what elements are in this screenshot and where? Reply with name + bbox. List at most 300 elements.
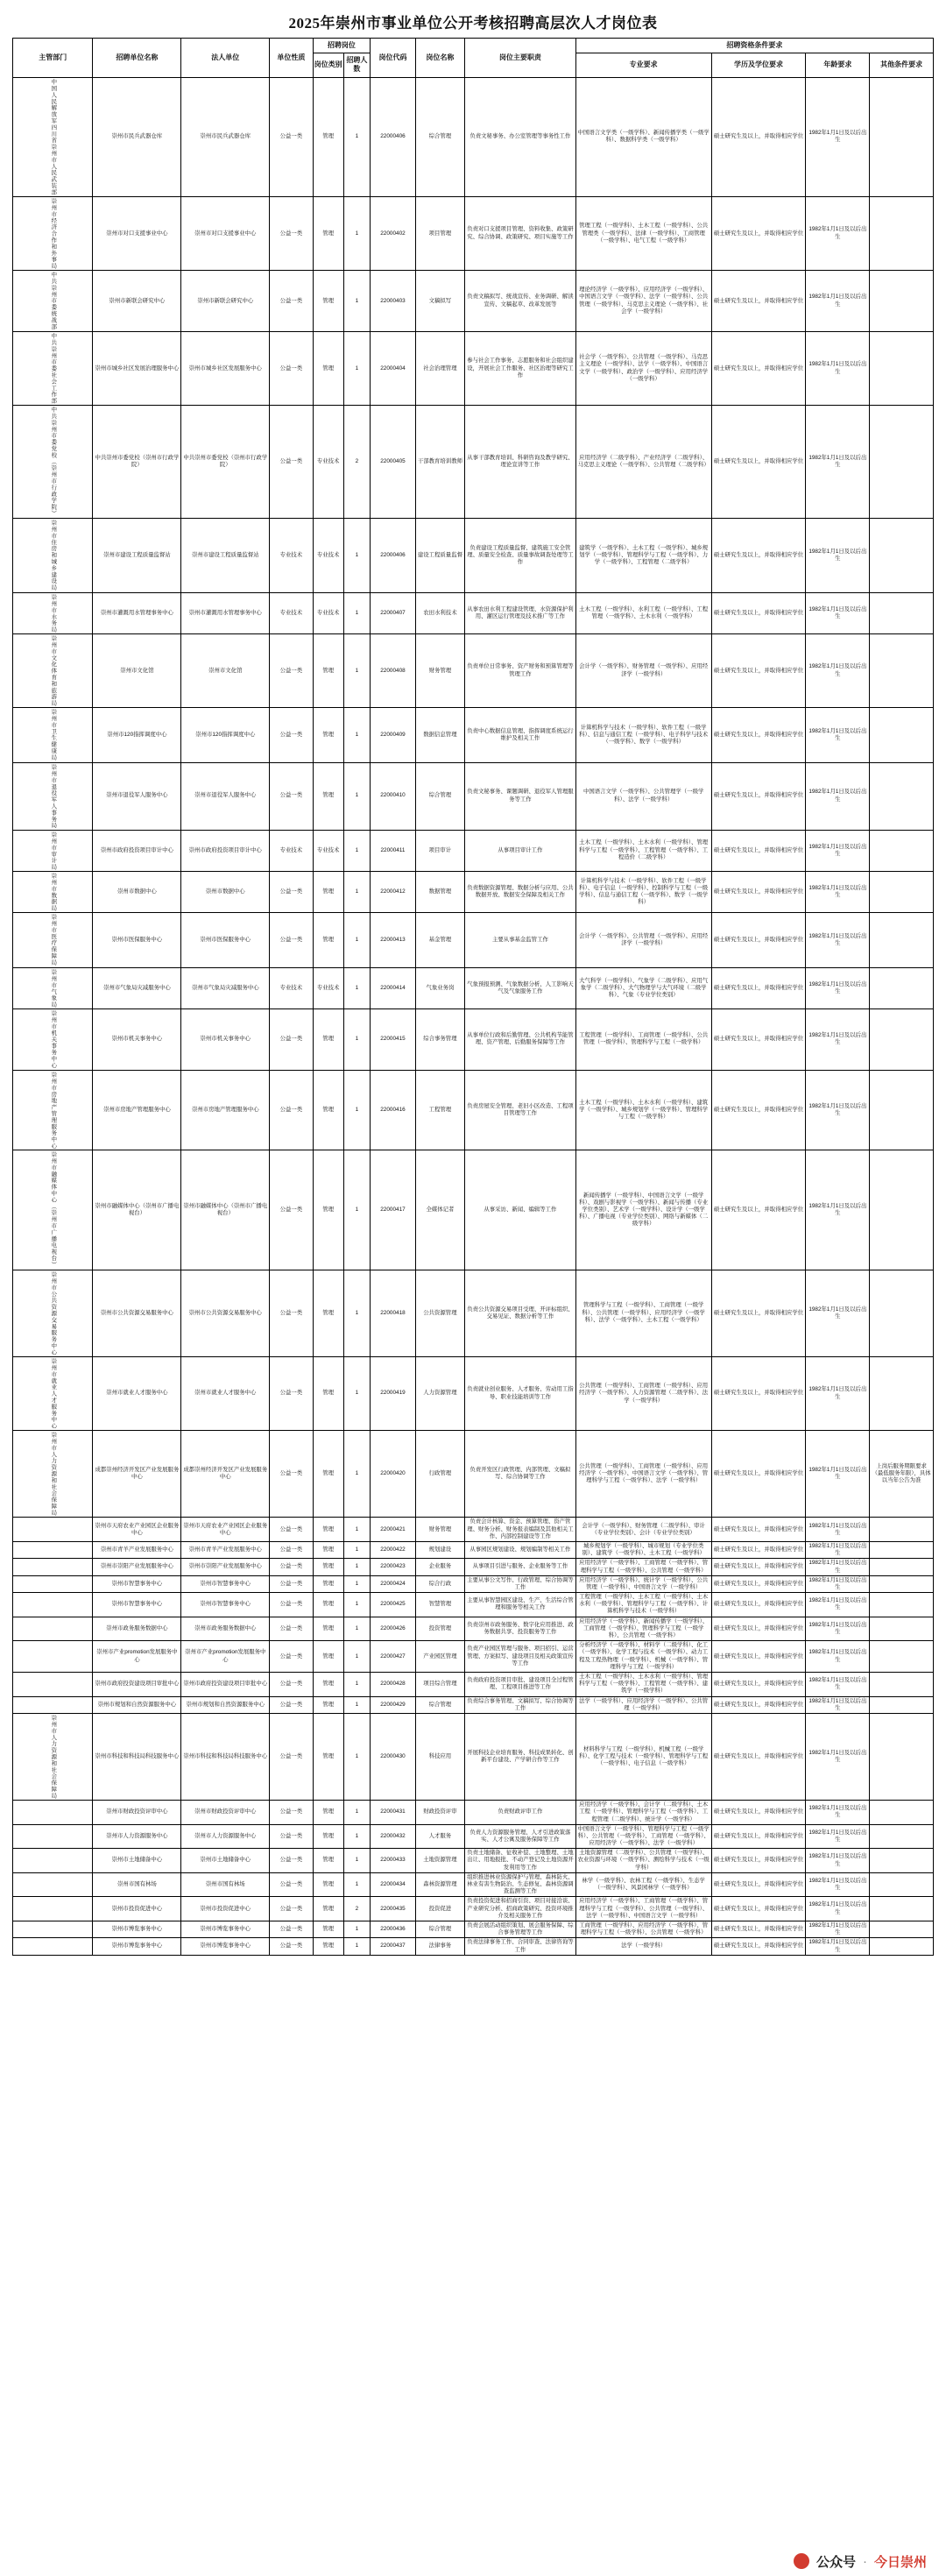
col-number: 招聘人数 [343,53,370,77]
cell-legal: 崇州市新联会研究中心 [181,271,270,332]
cell-nature: 专业技术 [270,519,313,592]
table-row [13,1008,934,1070]
cell-unit: 崇州市就业人才服务中心 [93,1356,181,1430]
cell-other [870,271,934,332]
cell-edu: 硕士研究生及以上，并取得相应学位 [711,196,806,270]
cell-dept [13,1559,93,1575]
cell-post-name: 文稿拟写 [415,271,464,332]
cell-unit: 崇州市政务服务数据中心 [93,1617,181,1641]
cell-category: 管理 [313,1356,343,1430]
cell-code: 22000419 [371,1356,416,1430]
cell-duty: 负责公共资源交易项目受理、开评标组织、交易见证、数据分析等工作 [465,1270,576,1356]
cell-code: 22000431 [371,1801,416,1825]
cell-number: 1 [343,633,370,707]
cell-category: 管理 [313,196,343,270]
cell-dept [13,1921,93,1937]
cell-age: 1982年1月1日及以后出生 [806,271,870,332]
cell-edu: 硕士研究生及以上，并取得相应学位 [711,1801,806,1825]
cell-major: 理论经济学（一级学科）、应用经济学（一级学科）、中国语言文学（一级学科）、法学（一级学科）、公共管理（一级学科）、马克思主义理论（一级学科）、社会学（一级学科） [575,271,711,332]
cell-age: 1982年1月1日及以后出生 [806,1070,870,1150]
cell-nature: 公益一类 [270,1008,313,1070]
cell-age: 1982年1月1日及以后出生 [806,1617,870,1641]
cell-other [870,1849,934,1873]
cell-other [870,830,934,871]
cell-edu: 硕士研究生及以上，并取得相应学位 [711,762,806,830]
cell-nature: 公益一类 [270,331,313,405]
cell-dept [13,1801,93,1825]
cell-edu: 硕士研究生及以上，并取得相应学位 [711,1575,806,1592]
cell-legal: 崇州市产业promotion发展服务中心 [181,1641,270,1673]
cell-age: 1982年1月1日及以后出生 [806,967,870,1008]
cell-post-name: 项目审计 [415,830,464,871]
cell-legal: 崇州市公共资源交易服务中心 [181,1270,270,1356]
cell-category: 管理 [313,1696,343,1713]
col-dept: 主管部门 [13,39,93,78]
table-row [13,1849,934,1873]
cell-number: 1 [343,1641,370,1673]
cell-duty: 负责文稿拟写、统战宣传、业务调研、解读宣传、文稿起草、改革发展等 [465,271,576,332]
cell-duty: 从事农田水利工程建设管理、水资源保护利用、灌区运行管理及技术推广等工作 [465,592,576,633]
cell-legal: 崇州市土地储备中心 [181,1849,270,1873]
cell-category: 管理 [313,1921,343,1937]
cell-other [870,1824,934,1849]
cell-edu: 硕士研究生及以上，并取得相应学位 [711,1713,806,1800]
cell-edu: 硕士研究生及以上，并取得相应学位 [711,1270,806,1356]
cell-major: 计算机科学与技术（一级学科）、软件工程（一级学科）、电子信息（一级学科）、控制科学与工程（一级学科）、信息与通信工程（一级学科）、数学（一级学科） [575,871,711,912]
table-row [13,1938,934,1955]
cell-dept: 崇州市卫生健康局 [13,708,93,762]
cell-duty: 负责投资促进和招商引资、项目对接洽谈、产业研究分析、招商政策研究、投资环境推介及相关服务工作 [465,1897,576,1921]
table-row [13,967,934,1008]
cell-age: 1982年1月1日及以后出生 [806,1938,870,1955]
table-row [13,871,934,912]
cell-code: 22000435 [371,1897,416,1921]
col-category: 岗位类别 [313,53,343,77]
cell-legal: 崇州市天府农业产业园区企业服务中心 [181,1518,270,1542]
cell-post-name: 财务管理 [415,1518,464,1542]
cell-dept: 崇州市气象局 [13,967,93,1008]
col-age: 年龄要求 [806,53,870,77]
cell-unit: 崇州市政府投资项目审计中心 [93,830,181,871]
cell-unit: 崇州市机关事务中心 [93,1008,181,1070]
cell-code: 22000417 [371,1150,416,1270]
cell-nature: 公益一类 [270,762,313,830]
cell-major: 计算机科学与技术（一级学科）、软件工程（一级学科）、信息与通信工程（一级学科）、电子科学与技术（一级学科）、数学（一级学科） [575,708,711,762]
cell-category: 管理 [313,1617,343,1641]
cell-category: 专业技术 [313,406,343,519]
col-edu: 学历及学位要求 [711,53,806,77]
cell-edu: 硕士研究生及以上，并取得相应学位 [711,331,806,405]
cell-unit: 崇州市规划和自然资源服务中心 [93,1696,181,1713]
cell-category: 管理 [313,1801,343,1825]
cell-legal: 崇州市政务服务数据中心 [181,1617,270,1641]
cell-other [870,708,934,762]
cell-legal: 崇州市智慧事务中心 [181,1575,270,1592]
table-body [13,77,934,1955]
cell-post-name: 智慧管理 [415,1593,464,1617]
cell-code: 22000427 [371,1641,416,1673]
cell-dept: 崇州市人力资源和社会保障局 [13,1431,93,1518]
cell-edu: 硕士研究生及以上，并取得相应学位 [711,633,806,707]
cell-dept [13,1849,93,1873]
cell-edu: 硕士研究生及以上，并取得相应学位 [711,1008,806,1070]
cell-unit: 崇州市政府投资建设项目审批中心 [93,1672,181,1696]
cell-unit: 崇州市产业promotion发展服务中心 [93,1641,181,1673]
cell-unit: 崇州市博览事务中心 [93,1921,181,1937]
cell-unit: 崇州市公共资源交易服务中心 [93,1270,181,1356]
cell-duty: 负责财政评审工作 [465,1801,576,1825]
cell-category: 管理 [313,1713,343,1800]
cell-number: 1 [343,1150,370,1270]
cell-other [870,1270,934,1356]
cell-post-name: 建设工程质量监督 [415,519,464,592]
cell-other [870,1575,934,1592]
cell-other [870,1008,934,1070]
cell-nature: 公益一类 [270,1921,313,1937]
cell-legal: 崇州市灌溉用水管理事务中心 [181,592,270,633]
cell-nature: 公益一类 [270,271,313,332]
cell-number: 1 [343,519,370,592]
table-row [13,1575,934,1592]
cell-number: 1 [343,708,370,762]
cell-nature: 公益一类 [270,1641,313,1673]
footer-watermark [0,2546,946,2576]
cell-post-name: 森林资源管理 [415,1872,464,1897]
cell-other [870,592,934,633]
cell-age: 1982年1月1日及以后出生 [806,1270,870,1356]
cell-nature: 公益一类 [270,871,313,912]
cell-duty: 从事采访、新闻、编辑等工作 [465,1150,576,1270]
cell-age: 1982年1月1日及以后出生 [806,1593,870,1617]
cell-number: 1 [343,1617,370,1641]
cell-age: 1982年1月1日及以后出生 [806,1431,870,1518]
cell-major: 新闻传播学（一级学科）、中国语言文学（一级学科）、戏剧与影视学（一级学科）、新闻与传播（专业学位类别）、艺术学（一级学科）、设计学（一级学科）、广播电视（专业学位类别）、网络与新媒体（二级学科） [575,1150,711,1270]
cell-unit: 崇州市民兵武器仓库 [93,77,181,196]
table-row [13,708,934,762]
cell-edu: 硕士研究生及以上，并取得相应学位 [711,1356,806,1430]
cell-nature: 公益一类 [270,1559,313,1575]
cell-nature: 公益一类 [270,1593,313,1617]
cell-edu: 硕士研究生及以上，并取得相应学位 [711,1672,806,1696]
cell-post-name: 干部教育培训教师 [415,406,464,519]
cell-number: 1 [343,1518,370,1542]
cell-category: 管理 [313,1270,343,1356]
cell-nature: 公益一类 [270,1518,313,1542]
cell-unit: 崇州市建设工程质量监督站 [93,519,181,592]
cell-code: 22000436 [371,1921,416,1937]
cell-dept: 崇州市经济合作和外事局 [13,196,93,270]
cell-dept: 中共崇州市委党校（崇州市行政学院） [13,406,93,519]
col-group-post: 招聘岗位 [313,39,371,53]
table-row [13,77,934,196]
cell-edu: 硕士研究生及以上，并取得相应学位 [711,1431,806,1518]
cell-duty: 负责会展活动组织策划、展会服务保障、综合事务管理等工作 [465,1921,576,1937]
cell-dept: 中共崇州市委社会工作部 [13,331,93,405]
cell-major: 工商管理（一级学科）、应用经济学（一级学科）、管理科学与工程（一级学科）、公共管理（一级学科） [575,1921,711,1937]
cell-nature: 公益一类 [270,1617,313,1641]
cell-code: 22000428 [371,1672,416,1696]
cell-duty: 组织推进林业资源保护与管理、森林防火、林业有害生物防治、生态修复、森林资源调查监测等工作 [465,1872,576,1897]
cell-code: 22000405 [371,406,416,519]
cell-nature: 公益一类 [270,1801,313,1825]
cell-category: 管理 [313,1559,343,1575]
table-row [13,1617,934,1641]
cell-category: 管理 [313,1070,343,1150]
cell-age: 1982年1月1日及以后出生 [806,331,870,405]
cell-code: 22000426 [371,1617,416,1641]
col-post-name: 岗位名称 [415,39,464,78]
cell-category: 管理 [313,1938,343,1955]
cell-other [870,1938,934,1955]
cell-category: 管理 [313,271,343,332]
table-row [13,331,934,405]
cell-number: 2 [343,406,370,519]
cell-nature: 专业技术 [270,830,313,871]
col-group-conditions: 招聘资格条件要求 [575,39,933,53]
table-row [13,1824,934,1849]
cell-other [870,1150,934,1270]
cell-age: 1982年1月1日及以后出生 [806,1897,870,1921]
cell-post-name: 综合管理 [415,1921,464,1937]
cell-number: 1 [343,1431,370,1518]
cell-duty: 负责文秘事务、课题调研、退役军人管理服务等工作 [465,762,576,830]
cell-number: 1 [343,1593,370,1617]
cell-number: 1 [343,1872,370,1897]
cell-number: 1 [343,1070,370,1150]
cell-legal: 崇州市科技和科技局科技服务中心 [181,1713,270,1800]
cell-age: 1982年1月1日及以后出生 [806,633,870,707]
cell-major: 大气科学（一级学科）、气象学（二级学科）、应用气象学（二级学科）、大气物理学与大气环境（二级学科）、气象（专业学位类别） [575,967,711,1008]
cell-edu: 硕士研究生及以上，并取得相应学位 [711,1921,806,1937]
cell-age: 1982年1月1日及以后出生 [806,1641,870,1673]
cell-duty: 负责数据资源管理、数据分析与应用、公共数据开放、数据安全保障及相关工作 [465,871,576,912]
cell-number: 1 [343,1541,370,1558]
cell-major: 会计学（一级学科）、财务管理（二级学科）、审计（专业学位类别）、会计（专业学位类别） [575,1518,711,1542]
table-row [13,1518,934,1542]
table-row [13,1696,934,1713]
table-row [13,762,934,830]
cell-category: 管理 [313,913,343,967]
cell-major: 法学（一级学科）、应用经济学（一级学科）、公共管理（一级学科） [575,1696,711,1713]
cell-age: 1982年1月1日及以后出生 [806,1559,870,1575]
cell-category: 管理 [313,633,343,707]
table-row [13,1431,934,1518]
cell-edu: 硕士研究生及以上，并取得相应学位 [711,519,806,592]
cell-category: 管理 [313,77,343,196]
cell-code: 22000408 [371,633,416,707]
cell-major: 法学（一级学科） [575,1938,711,1955]
cell-duty: 从事干部教育培训、科研咨询及教学研究、理论宣讲等工作 [465,406,576,519]
cell-legal: 崇州市财政投资评审中心 [181,1801,270,1825]
cell-code: 22000412 [371,871,416,912]
cell-age: 1982年1月1日及以后出生 [806,77,870,196]
cell-major: 城乡规划学（一级学科）、城市规划（专业学位类别）、建筑学（一级学科）、土木工程（一级学科） [575,1541,711,1558]
cell-code: 22000430 [371,1713,416,1800]
cell-edu: 硕士研究生及以上，并取得相应学位 [711,1150,806,1270]
cell-edu: 硕士研究生及以上，并取得相应学位 [711,967,806,1008]
cell-legal: 崇州市人力资源服务中心 [181,1824,270,1849]
cell-post-name: 财务管理 [415,633,464,707]
cell-nature: 公益一类 [270,708,313,762]
cell-duty: 主要从事基金监管工作 [465,913,576,967]
cell-age: 1982年1月1日及以后出生 [806,1356,870,1430]
cell-unit: 崇州市退役军人服务中心 [93,762,181,830]
cell-number: 1 [343,1575,370,1592]
cell-dept: 中国人民解放军四川省崇州市人民武装部 [13,77,93,196]
cell-unit: 崇州市青羊产业发展服务中心 [93,1541,181,1558]
cell-nature: 公益一类 [270,1824,313,1849]
cell-other [870,913,934,967]
table-row [13,271,934,332]
cell-category: 管理 [313,1575,343,1592]
cell-code: 22000416 [371,1070,416,1150]
cell-legal: 崇州市融媒体中心（崇州市广播电视台） [181,1150,270,1270]
cell-post-name: 项目综合管理 [415,1672,464,1696]
cell-other [870,1559,934,1575]
cell-age: 1982年1月1日及以后出生 [806,1150,870,1270]
cell-post-name: 产业园区管理 [415,1641,464,1673]
cell-major: 土木工程（一级学科）、土木水利（一级学科）、管理科学与工程（一级学科）、工程管理（一级学科）、工程造价（二级学科） [575,830,711,871]
cell-major: 社会学（一级学科）、公共管理（一级学科）、马克思主义理论（一级学科）、法学（一级学科）、中国语言文学（一级学科）、政治学（一级学科）、应用经济学（一级学科） [575,331,711,405]
cell-dept: 崇州市退役军人事务局 [13,762,93,830]
cell-duty: 从事项目引进与服务、企业服务等工作 [465,1559,576,1575]
cell-code: 22000403 [371,271,416,332]
cell-age: 1982年1月1日及以后出生 [806,1575,870,1592]
cell-duty: 负责会计核算、资金、预算管理、资产管理、财务分析、财务报表编制及其他相关工作、内部控制建设等工作 [465,1518,576,1542]
cell-unit: 崇州市城乡社区发展治理服务中心 [93,331,181,405]
cell-edu: 硕士研究生及以上，并取得相应学位 [711,708,806,762]
cell-unit: 崇州市120指挥调度中心 [93,708,181,762]
cell-other [870,1541,934,1558]
cell-dept: 崇州市房地产管理服务中心 [13,1070,93,1150]
cell-dept [13,1696,93,1713]
cell-code: 22000425 [371,1593,416,1617]
cell-post-name: 数据管理 [415,871,464,912]
table-row [13,1713,934,1800]
cell-unit: 崇州市文化馆 [93,633,181,707]
cell-dept [13,1617,93,1641]
cell-number: 1 [343,1938,370,1955]
cell-code: 22000415 [371,1008,416,1070]
cell-major: 材料科学与工程（一级学科）、机械工程（一级学科）、化学工程与技术（一级学科）、管理科学与工程（一级学科）、电子信息（一级学科） [575,1713,711,1800]
cell-age: 1982年1月1日及以后出生 [806,1849,870,1873]
cell-age: 1982年1月1日及以后出生 [806,1672,870,1696]
cell-unit: 崇州市财政投资评审中心 [93,1801,181,1825]
cell-code: 22000437 [371,1938,416,1955]
cell-legal: 崇州市就业人才服务中心 [181,1356,270,1430]
cell-legal: 崇州市政府投资项目审计中心 [181,830,270,871]
cell-major: 应用经济学（一级学科）、统计学（一级学科）、公共管理（一级学科）、中国语言文学（一级学科） [575,1575,711,1592]
cell-other [870,871,934,912]
cell-category: 管理 [313,1150,343,1270]
cell-number: 1 [343,1672,370,1696]
cell-category: 管理 [313,1518,343,1542]
cell-other: 上岗后服务期限要求（最低服务年限），具体以当年公告为准 [870,1431,934,1518]
cell-post-name: 综合管理 [415,77,464,196]
cell-post-name: 农田水利技术 [415,592,464,633]
cell-duty: 负责单位日常事务、资产财务和预算管理等管理工作 [465,633,576,707]
cell-legal: 崇州市数据中心 [181,871,270,912]
cell-duty: 开展科技企业培育服务、科技成果转化、创新平台建设、产学研合作等工作 [465,1713,576,1800]
cell-category: 管理 [313,1593,343,1617]
cell-nature: 公益一类 [270,196,313,270]
cell-major: 应用经济学（一级学科）、工商管理（一级学科）、管理科学与工程（一级学科）、公共管理（一级学科）、法学（一级学科）、中国语言文学（一级学科） [575,1897,711,1921]
cell-code: 22000411 [371,830,416,871]
cell-other [870,406,934,519]
cell-nature: 公益一类 [270,1696,313,1713]
cell-legal: 崇州市对口支援事业中心 [181,196,270,270]
cell-nature: 专业技术 [270,967,313,1008]
cell-code: 22000429 [371,1696,416,1713]
cell-legal: 崇州市民兵武器仓库 [181,77,270,196]
cell-major: 管理科学与工程（一级学科）、工商管理（一级学科）、公共管理（一级学科）、应用经济学（一级学科）、法学（一级学科）、土木工程（一级学科） [575,1270,711,1356]
cell-code: 22000422 [371,1541,416,1558]
cell-legal: 崇州市规划和自然资源服务中心 [181,1696,270,1713]
cell-duty: 负责房屋安全管理、老旧小区改造、工程项目管理等工作 [465,1070,576,1150]
cell-major: 土木工程（一级学科）、水利工程（一级学科）、工程管理（一级学科）、土木水利（一级学科） [575,592,711,633]
cell-legal: 崇州市文化馆 [181,633,270,707]
cell-edu: 硕士研究生及以上，并取得相应学位 [711,1070,806,1150]
cell-code: 22000402 [371,196,416,270]
cell-major: 会计学（一级学科）、公共管理（一级学科）、应用经济学（一级学科） [575,913,711,967]
cell-post-name: 综合管理 [415,1696,464,1713]
cell-number: 1 [343,271,370,332]
cell-number: 1 [343,1713,370,1800]
footer-separator: · [862,2553,867,2569]
cell-dept: 崇州市医疗保障局 [13,913,93,967]
cell-other [870,762,934,830]
cell-post-name: 投资管理 [415,1617,464,1641]
cell-major: 应用经济学（一级学科）、会计学（二级学科）、土木工程（一级学科）、管理科学与工程（一级学科）、工程管理（二级学科）、统计学（一级学科） [575,1801,711,1825]
cell-number: 1 [343,967,370,1008]
cell-legal: 崇州市博览事务中心 [181,1921,270,1937]
cell-age: 1982年1月1日及以后出生 [806,196,870,270]
col-code: 岗位代码 [371,39,416,78]
cell-edu: 硕士研究生及以上，并取得相应学位 [711,271,806,332]
cell-nature: 公益一类 [270,1150,313,1270]
cell-edu: 硕士研究生及以上，并取得相应学位 [711,871,806,912]
cell-code: 22000406 [371,519,416,592]
cell-major: 分析经济学（一级学科）、材料学（二级学科）、化工（一级学科）、化学工程与技术（一级学科）、动力工程及工程热物理（一级学科）、机械（一级学科）、管理科学与工程（一级学科） [575,1641,711,1673]
cell-legal: 崇州市崇阳产业发展服务中心 [181,1559,270,1575]
cell-nature: 公益一类 [270,1431,313,1518]
cell-nature: 专业技术 [270,592,313,633]
cell-legal: 成都崇州经济开发区产业发展服务中心 [181,1431,270,1518]
cell-age: 1982年1月1日及以后出生 [806,519,870,592]
cell-major: 公共管理（一级学科）、工商管理（一级学科）、应用经济学（一级学科）、人力资源管理（二级学科）、法学（一级学科） [575,1356,711,1430]
footer-account-name: 今日崇州 [873,2554,927,2570]
cell-dept: 崇州市公共资源交易服务中心 [13,1270,93,1356]
cell-duty: 负责法律事务工作、合同审查、法律咨询等工作 [465,1938,576,1955]
cell-post-name: 法律事务 [415,1938,464,1955]
cell-duty: 主要从事智慧园区建设、生产、生活综合管理和服务等相关工作 [465,1593,576,1617]
cell-other [870,1921,934,1937]
cell-age: 1982年1月1日及以后出生 [806,1541,870,1558]
cell-code: 22000413 [371,913,416,967]
cell-duty: 负责崇州市政务服务、数字化应用推进、政务数据共享、投资服务等工作 [465,1617,576,1641]
cell-nature: 公益一类 [270,1575,313,1592]
col-other: 其他条件要求 [870,53,934,77]
cell-dept [13,1672,93,1696]
cell-dept [13,1541,93,1558]
table-header-row-1 [13,39,934,53]
cell-edu: 硕士研究生及以上，并取得相应学位 [711,1938,806,1955]
cell-code: 22000421 [371,1518,416,1542]
cell-number: 1 [343,1696,370,1713]
cell-nature: 公益一类 [270,1070,313,1150]
cell-number: 1 [343,1008,370,1070]
cell-age: 1982年1月1日及以后出生 [806,830,870,871]
